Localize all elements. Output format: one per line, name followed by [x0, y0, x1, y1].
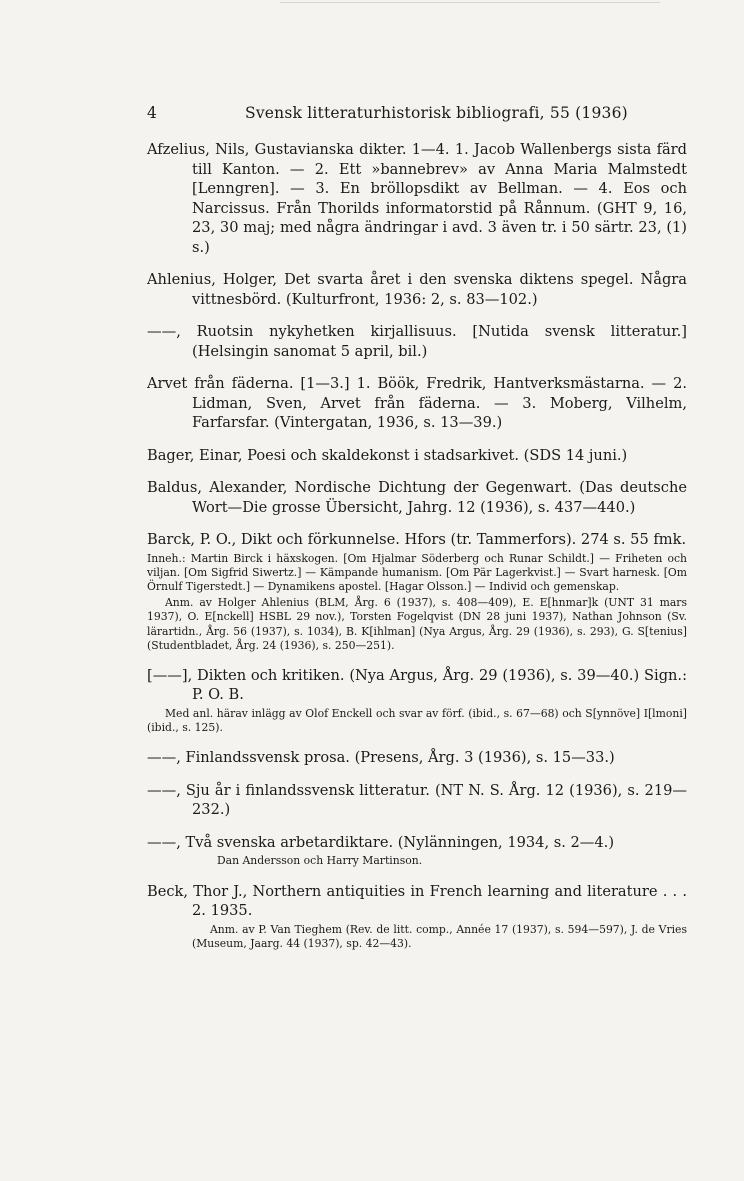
bibliography-entry [147, 322, 687, 361]
entry-text: [——], Dikten och kritiken. (Nya Argus, Årg. 29 (1936), s. 39—40.) Sign.: P. O. B. [147, 666, 687, 704]
bibliography-entry [147, 478, 687, 517]
entry-text: Bager, Einar, Poesi och skaldekonst i stadsarkivet. (SDS 14 juni.) [147, 446, 628, 464]
entry-text: ——, Två svenska arbetardiktare. (Nylänningen, 1934, s. 2—4.) [147, 833, 615, 851]
running-title: Svensk litteraturhistorisk bibliografi, 55 (1936) [245, 104, 628, 122]
entry-text: Beck, Thor J., Northern antiquities in French learning and literature . . . 2. 1935. [147, 882, 687, 920]
bibliography-entry [147, 446, 687, 466]
entry-text: Barck, P. O., Dikt och förkunnelse. Hfors (tr. Tammerfors). 274 s. 55 fmk. [147, 531, 687, 548]
entry-review-note: Anm. av Holger Ahlenius (BLM, Årg. 6 (1937), s. 408—409), E. E[hnmar]k (UNT 31 mars 1937), O. E[nckell] HSBL 29 nov.), Torsten Fogelqvist (DN 28 juni 1937), Nathan Johnson (Sv. lärartidn., Årg. 56 (1937), s. 1034), B. K[ihlman] (Nya Argus, Årg. 29 (1936), s. 293), G. S[tenius] (Studentbladet, Årg. 24 (1936), s. 250—251). [147, 596, 687, 652]
scan-edge-line [280, 2, 660, 3]
bibliography-entry [147, 666, 687, 735]
entry-note: Med anl. härav inlägg av Olof Enckell och svar av förf. (ibid., s. 67—68) och S[ynnöve] I[lmoni] (ibid., s. 125). [147, 706, 687, 735]
bibliography-entry [147, 781, 687, 820]
page-number: 4 [147, 104, 158, 122]
entry-text: Ahlenius, Holger, Det svarta året i den svenska diktens spegel. Några vittnesbörd. (Kulturfront, 1936: 2, s. 83—102.) [147, 271, 687, 308]
bibliography-entry [147, 882, 687, 951]
bibliography-entry [147, 833, 687, 869]
entry-text: ——, Sju år i finlandssvensk litteratur. (NT N. S. Årg. 12 (1936), s. 219—232.) [147, 781, 687, 819]
bibliography-entry [147, 374, 687, 433]
bibliography-entry [147, 530, 687, 653]
entry-text: ——, Finlandssvensk prosa. (Presens, Årg. 3 (1936), s. 15—33.) [147, 749, 615, 767]
entry-review-note: Anm. av P. Van Tieghem (Rev. de litt. comp., Année 17 (1937), s. 594—597), J. de Vries (Museum, Jaarg. 44 (1937), sp. 42—43). [192, 922, 687, 950]
entry-text: Afzelius, Nils, Gustavianska dikter. 1—4. 1. Jacob Wallenbergs sista färd till Kanton. — 2. Ett »bannebrev» av Anna Maria Malmstedt [Lenngren]. — 3. En bröllopsdikt av Bellman. — 4. Eos och Narcissus. Från Thorilds informatorstid på Rånnum. (GHT 9, 16, 23, 30 maj; med några ändringar i avd. 3 även tr. i 50 särtr. 23, (1) s.) [147, 141, 687, 256]
entry-text: ——, Ruotsin nykyhetken kirjallisuus. [Nutida svensk litteratur.] (Helsingin sanomat 5 april, bil.) [147, 323, 687, 360]
bibliography-entry [147, 270, 687, 309]
document-page [147, 104, 687, 964]
entry-text: Arvet från fäderna. [1—3.] 1. Böök, Fredrik, Hantverksmästarna. — 2. Lidman, Sven, Arvet från fäderna. — 3. Moberg, Vilhelm, Farfarsfar. (Vintergatan, 1936, s. 13—39.) [147, 375, 687, 431]
running-header [147, 104, 687, 122]
bibliography-entry [147, 748, 687, 768]
bibliography-entry [147, 140, 687, 257]
entry-contents-note: Inneh.: Martin Birck i häxskogen. [Om Hjalmar Söderberg och Runar Schildt.] — Friheten och viljan. [Om Sigfrid Siwertz.] — Kämpande humanism. [Om Pär Lagerkvist.] — Svart harnesk. [Om Örnulf Tigerstedt.] — Dynamikens apostel. [Hagar Olsson.] — Individ och gemenskap. [147, 551, 687, 593]
entry-note: Dan Andersson och Harry Martinson. [217, 854, 423, 868]
entry-text: Baldus, Alexander, Nordische Dichtung der Gegenwart. (Das deutsche Wort—Die grosse Übersicht, Jahrg. 12 (1936), s. 437—440.) [147, 479, 687, 516]
